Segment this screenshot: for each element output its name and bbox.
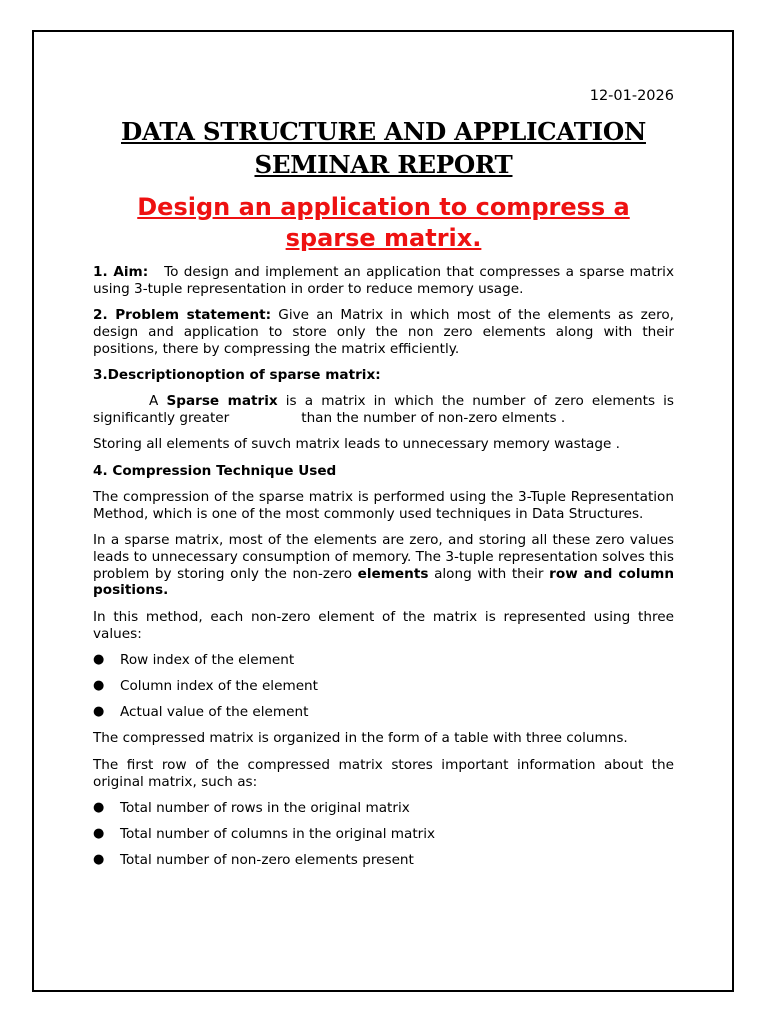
storing-paragraph: Storing all elements of suvch matrix leads to unnecessary memory wastage .: [93, 436, 620, 453]
tuple-values-list: [93, 652, 674, 721]
compression-paragraph-4: The compressed matrix is organized in the form of a table with three columns.: [93, 730, 628, 747]
list-item-text: Total number of rows in the original matrix: [120, 799, 410, 816]
bullet-icon: ●: [93, 704, 105, 720]
list-item: [93, 678, 674, 695]
compression-paragraph-5: The first row of the compressed matrix stores important information about the original matrix, such as:: [93, 756, 674, 790]
compression-paragraph-2-positions: row and column positions.: [93, 565, 674, 599]
matrix-info-list: [93, 800, 674, 869]
problem-paragraph: [93, 307, 674, 357]
compression-paragraph-2-elements: elements: [357, 565, 429, 582]
aim-paragraph: [93, 264, 674, 298]
bullet-icon: ●: [93, 799, 105, 815]
compression-heading: [93, 463, 674, 480]
compression-paragraph-3: In this method, each non-zero element of the matrix is represented using three values:: [93, 608, 674, 642]
bullet-icon: ●: [93, 651, 105, 667]
problem-text: Give an Matrix in which most of the elements as zero, design and application to store only the non zero elements along with their positions, there by compressing the matrix efficiently.: [93, 307, 674, 357]
description-lead: A: [149, 393, 159, 410]
description-term: Sparse matrix: [166, 393, 278, 410]
list-item: [93, 826, 674, 843]
report-subtitle: Design an application to compress a sparse matrix.: [137, 193, 630, 252]
list-item-text: Column index of the element: [120, 677, 318, 694]
list-item: [93, 652, 674, 669]
bullet-icon: ●: [93, 825, 105, 841]
list-item-text: Row index of the element: [120, 651, 295, 668]
compression-paragraph-1: The compression of the sparse matrix is performed using the 3-Tuple Representation Method, which is one of the most commonly used techniques in Data Structures.: [93, 488, 674, 522]
description-heading: [93, 367, 674, 384]
bullet-icon: ●: [93, 852, 105, 868]
description-text-2: than the number of non-zero elments .: [301, 410, 566, 427]
bullet-icon: ●: [93, 677, 105, 693]
document-body: [93, 86, 674, 869]
list-item: [93, 852, 674, 869]
compression-paragraph-2: [93, 532, 674, 599]
compression-paragraph-2-c: along with their: [434, 565, 544, 582]
report-date: 12-01-2026: [589, 88, 674, 104]
report-title: [93, 115, 674, 181]
description-heading-text: 3.Descriptionoption of sparse matrix:: [93, 366, 381, 383]
list-item: [93, 704, 674, 721]
aim-heading: 1. Aim:: [93, 264, 149, 280]
problem-heading: 2. Problem statement:: [93, 307, 272, 324]
compression-heading-text: 4. Compression Technique Used: [93, 462, 337, 479]
aim-text: To design and implement an application that compresses a sparse matrix using 3-tuple representation in order to reduce memory usage.: [93, 264, 674, 297]
list-item-text: Actual value of the element: [120, 704, 309, 721]
description-paragraph: [93, 393, 674, 427]
list-item: [93, 800, 674, 817]
compression-paragraph-2-a: In a sparse matrix, most of the elements are zero, and storing all these zero values leads to unnecessary consumption of memory. The 3-tuple representation solves this problem by storing only the non-zero: [93, 532, 674, 582]
description-text-1: is a matrix in which the number of zero elements is significantly greater: [93, 393, 674, 427]
list-item-text: Total number of non-zero elements present: [120, 852, 414, 869]
list-item-text: Total number of columns in the original matrix: [120, 825, 436, 842]
report-title-line-1: DATA STRUCTURE AND APPLICATION: [121, 117, 646, 146]
report-title-line-2: SEMINAR REPORT: [254, 150, 513, 179]
